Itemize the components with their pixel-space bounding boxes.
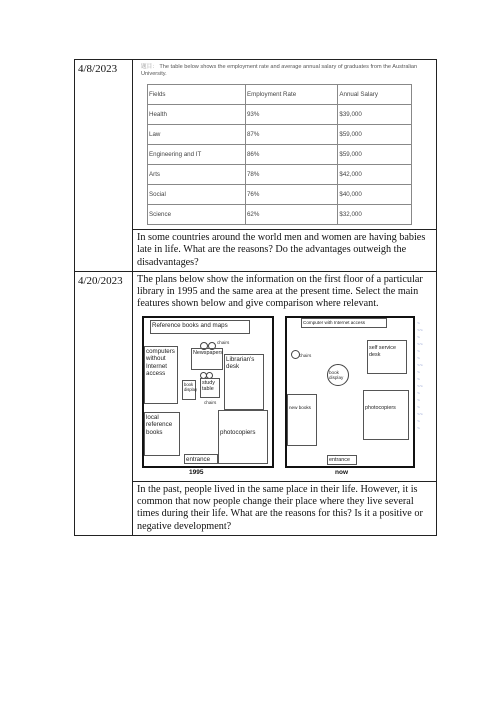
task-content — [133, 60, 436, 271]
study-table: study table — [200, 378, 220, 398]
table-row: Law 87% $59,000 — [148, 125, 412, 145]
self-service-desk: self service desk — [367, 340, 407, 374]
chairs-label: chairs — [299, 352, 312, 358]
reference-books-area: Reference books and maps — [150, 320, 250, 334]
task-prompt: In some countries around the world men and women are having babies late in life. What are the reasons? Do the advantages outweigh the disadvantages? — [133, 229, 436, 271]
local-reference-area: local reference books — [144, 412, 180, 456]
table-caption: 题目： The table below shows the employment rate and average annual salary of graduates from the Australian University. — [141, 64, 418, 77]
essay-task-table — [74, 59, 437, 536]
table-row: Science 62% $32,000 — [148, 205, 412, 225]
task-row-2 — [75, 271, 436, 535]
plan-1995 — [142, 316, 274, 468]
task-content — [133, 272, 436, 535]
book-display-label: book display — [329, 369, 344, 380]
internet-computers-area: Computer with Internet access — [301, 318, 387, 328]
task-prompt: The plans below show the information on the first floor of a particular library in 1995 and the same area at the present time. Select the main features shown below and give comparison where relevant. — [137, 273, 423, 310]
plan-now — [285, 316, 415, 468]
margin-scribble: ~ ~~ ~ ~~ ~ ~ ~~ ~ ~ ~~ ~ ~ ~ ~~ ~ ~ — [417, 320, 423, 432]
table-row: Arts 78% $42,000 — [148, 165, 412, 185]
chairs-label: chairs — [204, 399, 217, 405]
table-row: Engineering and IT 86% $59,000 — [148, 145, 412, 165]
entrance-area: entrance — [327, 455, 357, 465]
computers-area: computers without Internet access — [144, 346, 178, 404]
plan-year-label: 1995 — [189, 468, 204, 476]
newspapers-area: Newspapers — [191, 348, 223, 370]
chairs-label: chairs — [217, 339, 230, 345]
task-prompt: In the past, people lived in the same place in their life. However, it is common that now people change their place where they live several times during their life. What are the reasons for this? Is it a positive or negative development? — [133, 481, 436, 535]
plan-year-label: now — [335, 468, 348, 476]
table-row: Social 76% $40,000 — [148, 185, 412, 205]
library-plans — [133, 313, 436, 481]
table-row: Health 93% $39,000 — [148, 105, 412, 125]
photocopiers-area: photocopiers — [363, 390, 409, 440]
table-header-row: Fields Employment Rate Annual Salary — [148, 85, 412, 105]
librarians-desk: Librarian's desk — [224, 354, 264, 410]
photocopiers-area: photocopiers — [218, 410, 268, 464]
new-books-area: new books — [287, 394, 317, 446]
salary-table — [147, 84, 412, 225]
task-date: 4/20/2023 — [75, 272, 133, 535]
book-display-area: book display — [182, 380, 196, 400]
task-date: 4/8/2023 — [75, 60, 133, 271]
entrance-area: entrance — [184, 454, 218, 464]
task-row-1 — [75, 60, 436, 271]
